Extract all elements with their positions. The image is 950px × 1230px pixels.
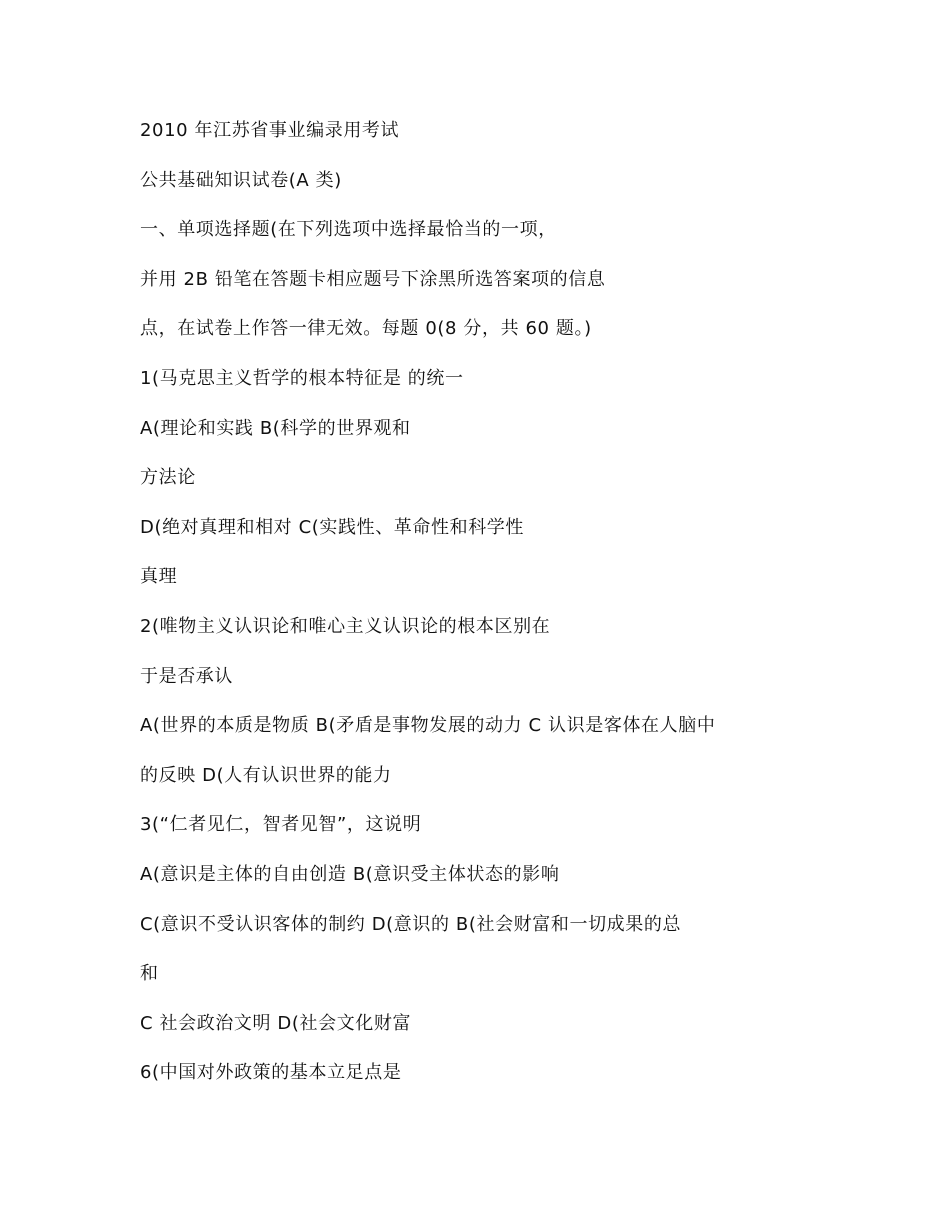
question-1-options: 真理 bbox=[140, 566, 178, 588]
doc-subtitle: 公共基础知识试卷(A 类) bbox=[140, 169, 342, 191]
question-1: 1(马克思主义哲学的根本特征是 的统一 bbox=[140, 367, 464, 389]
question-2: 2(唯物主义认识论和唯心主义认识论的根本区别在 bbox=[140, 615, 551, 637]
question-1-options: A(理论和实践 B(科学的世界观和 bbox=[140, 417, 411, 439]
doc-title: 2010 年江苏省事业编录用考试 bbox=[140, 120, 400, 141]
question-1-options: D(绝对真理和相对 C(实践性、革命性和科学性 bbox=[140, 516, 524, 538]
question-2: 于是否承认 bbox=[140, 665, 233, 687]
question-3-options: A(意识是主体的自由创造 B(意识受主体状态的影响 bbox=[140, 863, 560, 885]
section-heading: 一、单项选择题(在下列选项中选择最恰当的一项， bbox=[140, 219, 557, 241]
question-options: C 社会政治文明 D(社会文化财富 bbox=[140, 1012, 412, 1034]
question-2-options: A(世界的本质是物质 B(矛盾是事物发展的动力 C 认识是客体在人脑中 bbox=[140, 715, 716, 737]
document-text bbox=[140, 116, 840, 1108]
question-3-options: C(意识不受认识客体的制约 D(意识的 B(社会财富和一切成果的总 bbox=[140, 913, 682, 935]
section-instructions: 点，在试卷上作答一律无效。每题 0(8 分，共 60 题。) bbox=[140, 318, 592, 340]
section-instructions: 并用 2B 铅笔在答题卡相应题号下涂黑所选答案项的信息 bbox=[140, 268, 606, 290]
question-3: 3(“仁者见仁，智者见智”，这说明 bbox=[140, 814, 422, 836]
question-2-options: 的反映 D(人有认识世界的能力 bbox=[140, 764, 392, 786]
question-options: 和 bbox=[140, 963, 159, 985]
question-6: 6(中国对外政策的基本立足点是 bbox=[140, 1062, 402, 1084]
question-1-options: 方法论 bbox=[140, 467, 196, 489]
